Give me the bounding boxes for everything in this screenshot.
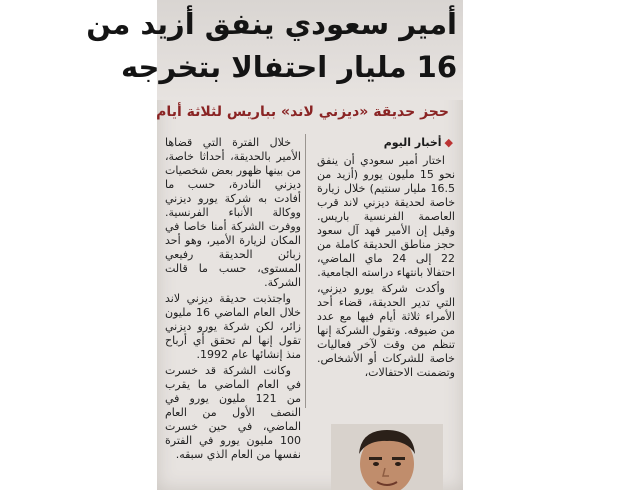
paragraph: وكانت الشركة قد خسرت في العام الماضي ما يقرب من 121 مليون يورو في النصف الأول من العام الماضي، في حين خسرت 100 مليون يورو في الفترة نفسها من العام الذي سبقه.	[165, 364, 302, 461]
headline-line-2: 16 مليار احتفالا بتخرجه	[120, 50, 457, 84]
paragraph: اختار أمير سعودي أن ينفق نحو 15 مليون يورو (أزيد من 16.5 مليار سنتيم) خلال زيارة خاصة لحديقة ديزني لاند قرب العاصمة الفرنسية باريس. وقيل إن الأمير فهد آل سعود حجز مناطق الحديقة كاملة من 22 إلى 24 ماي الماضي، احتفالا بانتهاء دراسته الجامعية.	[317, 154, 456, 279]
byline-bullet-icon: ◆	[444, 136, 453, 149]
article-column-right	[317, 154, 455, 422]
column-divider	[305, 134, 306, 408]
byline-text: أخبار اليوم	[383, 136, 442, 149]
newspaper-clipping	[86, 0, 463, 490]
paragraph: واجتذبت حديقة ديزني لاند خلال العام الماضي 16 مليون زائر، لكن شركة يورو ديزني تقول إنها لم تحقق أي أرباح منذ إنشائها عام 1992.	[165, 292, 301, 361]
headline-line-1: أمير سعودي ينفق أزيد من	[86, 7, 457, 41]
paragraph: وأكدت شركة يورو ديزني، التي تدير الحديقة، قضاء أحد الأمراء ثلاثة أيام فيها مع عدد من ضيوفه. وتقول الشركة إنها تنظم من وقت لآخر فعاليات خاصة للشركات أو الأشخاص. وتضمنت الاحتفالات،	[317, 282, 455, 379]
subheading: حجز حديقة «ديزني لاند» بباريس لثلاثة أيام	[156, 104, 449, 120]
portrait-photo	[331, 424, 443, 490]
portrait-illustration	[331, 424, 443, 490]
paragraph: خلال الفترة التي قضاها الأمير بالحديقة، أحداثا خاصة، من بينها ظهور بعض شخصيات ديزني النادرة، حسب ما أفادت به شركة يورو ديزني ووكالة الأنباء الفرنسية. ووفرت الشركة أمنا خاصا في المكان لزيارة الأمير، وهو أحد زبائن الحديقة رفيعي المستوى، حسب ما قالت الشركة.	[165, 136, 301, 289]
byline	[317, 136, 453, 149]
article-column-left	[165, 136, 301, 490]
